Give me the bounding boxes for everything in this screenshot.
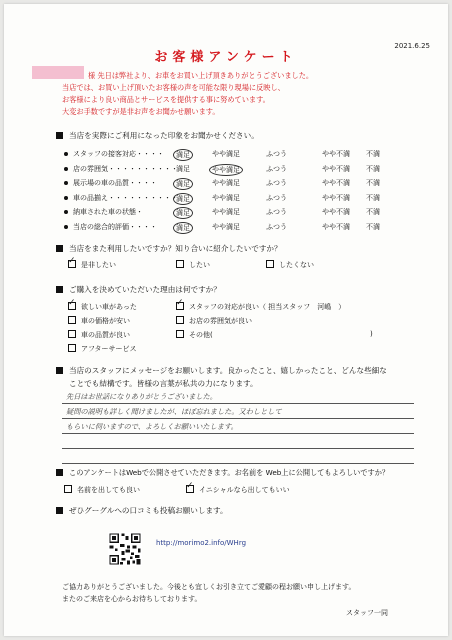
answer-rule [62,433,414,434]
q1-row-label: 納車された車の状態・ [73,208,143,216]
q1-question: 当店を実際にご利用になった印象をお聞かせください。 [69,131,259,140]
intro-text [62,70,442,118]
dot-bullet-icon [64,167,68,171]
q1-row-label: 店の雰囲気・・・・・・・・・・ [73,164,178,173]
q3-other-close-paren: ) [370,330,373,338]
q2-option-yes[interactable]: したい [176,260,210,270]
q5-option-initials[interactable]: ✓ イニシャルなら出してもいい [186,485,290,495]
square-bullet-icon [56,507,63,514]
q1-option-0[interactable]: 満足 [173,207,193,219]
intro-line-2: 当店では、お買い上げ頂いたお客様の声を可能な限り現場に反映し、 [62,83,285,92]
q3-heading [56,284,221,295]
checkbox-icon [176,316,184,324]
q1-option-1[interactable]: やや満足 [209,164,243,176]
checkbox-checked-icon [68,302,76,310]
checkbox-icon [68,344,76,352]
q4-question-line-1: 当店のスタッフにメッセージをお願いします。良かったこと、嬉しかったこと、どんな些細な [69,366,387,375]
q2-option-no[interactable]: したくない [266,260,314,270]
survey-sheet [4,4,448,636]
q1-option-1[interactable]: やや満足 [212,222,240,231]
q2-option-yes-definitely[interactable]: ✓是非したい [68,260,116,270]
answer-rule [62,448,414,449]
q1-option-3[interactable]: やや不満 [322,208,350,216]
q3-reason-quality[interactable]: 車の品質が良い [68,330,130,340]
q1-option-2[interactable]: ふつう [266,208,287,216]
checkbox-icon [266,260,274,268]
q1-option-4[interactable]: 不満 [366,150,380,158]
thanks-line-1: ご協力ありがとうございました。今後とも宜しくお引き立てご愛顧の程お願い申し上げます。 [62,583,356,591]
checkbox-icon [176,330,184,338]
dot-bullet-icon [64,225,68,229]
q1-option-4[interactable]: 不満 [366,222,380,231]
square-bullet-icon [56,367,63,374]
q3-reason-low-price[interactable]: 車の価格が安い [68,316,130,326]
q1-row-label: 展示場の車の品質・・・・ [73,179,157,187]
dot-bullet-icon [64,152,68,156]
q1-option-3[interactable]: やや不満 [322,179,350,187]
checkbox-checked-icon [176,302,184,310]
q1-option-1[interactable]: やや満足 [212,193,240,202]
q1-option-0[interactable]: 満足 [173,178,193,190]
q3-reason-after-service[interactable]: アフターサービス [68,344,137,354]
google-review-link[interactable]: http://morimo2.info/WHrg [156,539,247,547]
q1-option-3[interactable]: やや不満 [322,164,350,173]
handwritten-answer-line-2: 疑問の説明も詳しく聞けましたが、ほぼ忘れました。又わしとして [66,407,282,416]
checkbox-checked-icon [186,485,194,493]
q1-option-3[interactable]: やや不満 [322,150,350,158]
answer-rule [62,463,414,464]
q1-option-1[interactable]: やや満足 [212,208,240,216]
staff-signature: スタッフ一同 [346,609,388,617]
q3-reason-staff[interactable]: ✓スタッフの対応が良い（ 担当スタッフ 河嶋 ） [176,302,345,312]
q1-option-1[interactable]: やや満足 [212,150,240,158]
handwritten-answer-line-1: 先日はお世話になりありがとうございました。 [66,392,217,401]
thanks-line-2: またのご来店を心からお待ちしております。 [62,595,202,603]
q2-question: 当店をまた利用したいですか？知り合いに紹介したいですか？ [69,244,282,253]
square-bullet-icon [56,286,63,293]
q1-option-2[interactable]: ふつう [266,150,287,158]
q1-row-label: 当店の総合的評価・・・・ [73,222,157,231]
answer-rule [62,418,414,419]
square-bullet-icon [56,469,63,476]
survey-title: お客様アンケート [154,50,298,65]
q1-option-2[interactable]: ふつう [266,193,287,202]
q1-option-2[interactable]: ふつう [266,179,287,187]
q1-option-3[interactable]: やや不満 [322,222,350,231]
q1-row-label: スタッフの接客対応・・・・ [73,150,164,158]
intro-line-4: 大変お手数ですが是非お声をお聞かせ願います。 [62,107,220,116]
q1-option-3[interactable]: やや不満 [322,193,350,202]
q5-heading [56,468,389,478]
dot-bullet-icon [64,210,68,214]
intro-line-3: お客様により良い商品とサービスを提供する事に努めています。 [62,95,270,104]
q5-option-full-name[interactable]: 名前を出しても良い [64,485,140,495]
survey-date: 2021.6.25 [394,42,430,50]
q1-option-0[interactable]: 満足 [173,193,193,205]
q3-reason-other[interactable]: その他( [176,330,213,340]
q1-option-2[interactable]: ふつう [266,164,287,173]
q3-reason-wanted-car[interactable]: ✓欲しい車があった [68,302,137,312]
intro-line-1: 様 先日は弊社より、お車をお買い上げ頂きありがとうございました。 [88,71,314,80]
q3-reason-atmosphere[interactable]: お店の雰囲気が良い [176,316,252,326]
qr-code-icon[interactable] [108,532,142,566]
square-bullet-icon [56,245,63,252]
q6-question: ぜひグーグルへの口コミも投稿お願いします。 [69,506,228,515]
q1-option-4[interactable]: 不満 [366,179,380,187]
handwritten-answer-line-3: もらいに伺いますので、よろしくお願いいたします。 [66,422,238,431]
q1-option-4[interactable]: 不満 [366,208,380,216]
q1-option-2[interactable]: ふつう [266,222,287,231]
q4-question-line-2: ことでも結構です。皆様の言葉が私共の力になります。 [69,379,258,388]
checkbox-icon [68,316,76,324]
checkbox-icon [64,485,72,493]
q1-heading [56,130,259,141]
answer-rule [62,403,414,404]
q1-option-0[interactable]: 満足 [173,222,193,234]
q1-option-4[interactable]: 不満 [366,193,380,202]
square-bullet-icon [56,132,63,139]
q6-heading [56,505,228,516]
q1-option-1[interactable]: やや満足 [212,179,240,187]
dot-bullet-icon [64,196,68,200]
q3-question: ご購入を決めていただいた理由は何ですか？ [69,285,221,294]
q4-heading [56,365,387,376]
q1-option-0[interactable]: 満足 [176,164,190,173]
checkbox-icon [68,330,76,338]
q1-row-label: 車の品揃え・・・・・・・・・・ [73,193,178,202]
q1-option-4[interactable]: 不満 [366,164,380,173]
q1-option-0[interactable]: 満足 [173,149,193,161]
dot-bullet-icon [64,181,68,185]
checkbox-checked-icon [68,260,76,268]
q2-heading [56,243,282,254]
checkbox-icon [176,260,184,268]
q5-question: このアンケートはWebで公開させていただきます。お名前を Web上に公開してもよろしいですか？ [69,468,390,477]
